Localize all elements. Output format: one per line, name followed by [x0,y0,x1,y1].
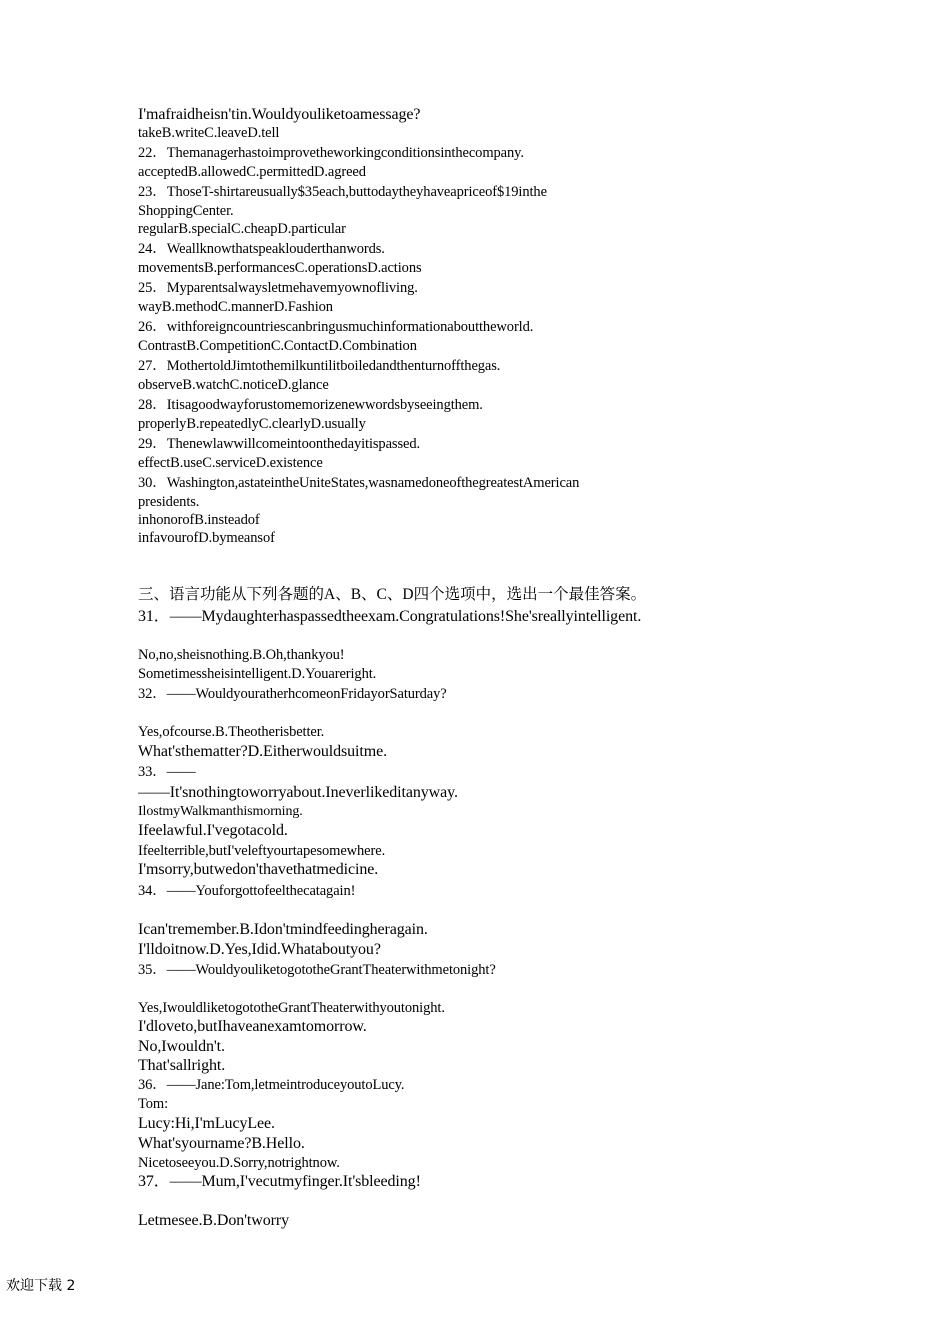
text-line: movementsB.performancesC.operationsD.actions [138,260,422,276]
text-line: Nicetoseeyou.D.Sorry,notrightnow. [138,1155,340,1171]
text-line: No,no,sheisnothing.B.Oh,thankyou! [138,647,345,663]
text-line: I'dloveto,butIhaveanexamtomorrow. [138,1018,367,1035]
text-line: I'lldoitnow.D.Yes,Idid.Whataboutyou? [138,941,381,958]
text-line: Ifeelawful.I'vegotacold. [138,822,288,839]
text-line: 27．MothertoldJimtothemilkuntilitboiledandthenturnoffthegas. [138,358,501,374]
text-line: Yes,IwouldliketogototheGrantTheaterwithyoutonight. [138,1000,445,1016]
text-line: 28．Itisagoodwayforustomemorizenewwordsbyseeingthem. [138,397,483,413]
text-line: No,Iwouldn't. [138,1038,225,1055]
text-line: 33．—— [138,764,196,780]
text-line: 31．——Mydaughterhaspassedtheexam.Congratulations!She'sreallyintelligent. [138,608,642,625]
text-line: 23．ThoseT-shirtareusually$35each,buttodaytheyhaveapriceof$19inthe [138,184,547,200]
text-line: IlostmyWalkmanthismorning. [138,804,303,819]
text-line: 22．Themanagerhastoimprovetheworkingconditionsinthecompany. [138,145,524,161]
text-line: ——It'snothingtoworryabout.Ineverlikeditanyway. [138,784,458,801]
text-line: 26．withforeigncountriescanbringusmuchinformationabouttheworld. [138,319,534,335]
text-line: 30．Washington,astateintheUniteStates,wasnamedoneofthegreatestAmerican [138,475,580,491]
text-line: Letmesee.B.Don'tworry [138,1212,289,1229]
text-line: Tom: [138,1096,169,1112]
text-line: infavourofD.bymeansof [138,530,275,546]
page-footer: 欢迎下载 2 [6,1278,76,1294]
text-line: 34．——Youforgottofeelthecatagain! [138,883,356,899]
text-line: What'syourname?B.Hello. [138,1135,305,1152]
text-line: ShoppingCenter. [138,203,234,219]
text-line: Yes,ofcourse.B.Theotherisbetter. [138,724,325,740]
text-line: 35．——WouldyouliketogototheGrantTheaterwithmetonight? [138,962,496,978]
text-line: What'sthematter?D.Eitherwouldsuitme. [138,743,387,760]
text-line: 36．——Jane:Tom,letmeintroduceyoutoLucy. [138,1077,405,1093]
text-line: Ican'tremember.B.Idon'tmindfeedingheragain. [138,921,428,938]
text-line: 25．Myparentsalwaysletmehavemyownofliving. [138,280,418,296]
text-line: 32．——WouldyouratherhcomeonFridayorSaturday? [138,686,447,702]
text-line: I'msorry,butwedon'thavethatmedicine. [138,861,379,878]
text-line: Ifeelterrible,butI'veleftyourtapesomewhere. [138,843,386,859]
text-line: observeB.watchC.noticeD.glance [138,377,329,393]
text-line: inhonorofB.insteadof [138,512,260,528]
text-line: properlyB.repeatedlyC.clearlyD.usually [138,416,366,432]
text-line: 29．Thenewlawwillcomeintoonthedayitispassed. [138,436,421,452]
text-line: presidents. [138,494,200,510]
text-line: That'sallright. [138,1057,226,1074]
text-line: I'mafraidheisn'tin.Wouldyouliketoamessage? [138,106,421,123]
text-line: 37．——Mum,I'vecutmyfinger.It'sbleeding! [138,1173,421,1190]
text-line: takeB.writeC.leaveD.tell [138,125,280,141]
text-line: Sometimessheisintelligent.D.Youareright. [138,666,377,682]
text-line: 24．Weallknowthatspeaklouderthanwords. [138,241,385,257]
text-line: acceptedB.allowedC.permittedD.agreed [138,164,366,180]
text-line: regularB.specialC.cheapD.particular [138,221,346,237]
text-line: ContrastB.CompetitionC.ContactD.Combination [138,338,417,354]
text-line: Lucy:Hi,I'mLucyLee. [138,1115,275,1132]
section-heading: 三、语言功能从下列各题的A、B、C、D四个选项中，选出一个最佳答案。 [138,586,647,603]
text-line: effectB.useC.serviceD.existence [138,455,323,471]
text-line: wayB.methodC.mannerD.Fashion [138,299,333,315]
